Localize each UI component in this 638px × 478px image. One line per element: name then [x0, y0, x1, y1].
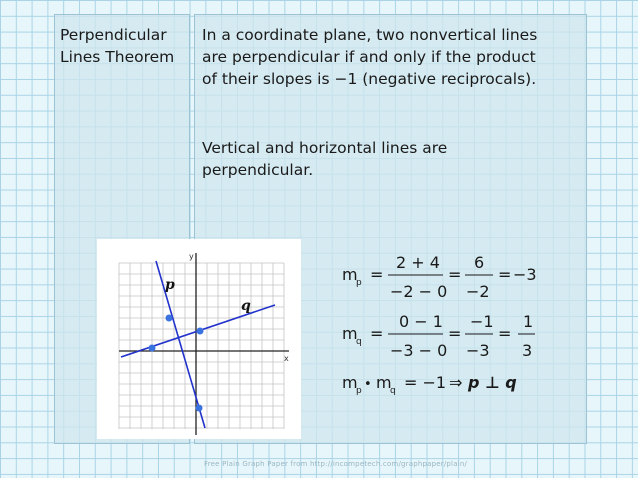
- mq-numerator-1: 0 − 1: [399, 312, 443, 331]
- mq-sub: q: [356, 337, 362, 347]
- mq-m: m: [342, 324, 358, 343]
- mq-denominator-2: −3: [466, 341, 490, 360]
- mq-equals-3: =: [498, 324, 512, 343]
- mp-result: −3: [513, 265, 537, 284]
- graph-grid: [119, 263, 284, 429]
- point-on-p-lower: [196, 405, 203, 412]
- mq-denominator-3: 3: [522, 341, 533, 360]
- point-on-q: [149, 345, 156, 352]
- theorem-line-2: are perpendicular if and only if the product: [202, 48, 536, 66]
- mq-numerator-2: −1: [470, 312, 494, 331]
- product-sub1: p: [356, 386, 362, 396]
- mq-numerator-3: 1: [523, 312, 534, 331]
- y-axis-label: y: [189, 252, 194, 261]
- mq-equals: =: [370, 324, 384, 343]
- x-axis-label: x: [284, 354, 289, 363]
- product-sub2: q: [390, 386, 396, 396]
- vertical-horizontal-note: [202, 137, 582, 181]
- point-on-q-and-p: [197, 328, 204, 335]
- theorem-line-1: In a coordinate plane, two nonvertical lines: [202, 26, 538, 44]
- line-p-label: p: [165, 277, 175, 293]
- mp-denominator-2: −2: [466, 282, 490, 301]
- mp-denominator-1: −2 − 0: [390, 282, 448, 301]
- slope-q-equation: [342, 312, 535, 360]
- point-on-p: [166, 315, 173, 322]
- heading-line-1: Perpendicular: [60, 26, 167, 44]
- product-m1: m: [342, 373, 358, 392]
- theorem-statement: [202, 24, 582, 90]
- coordinate-graph: [97, 239, 301, 439]
- product-equals: = −1: [404, 373, 447, 392]
- mp-numerator-2: 6: [474, 253, 485, 272]
- note-line-2: perpendicular.: [202, 161, 314, 179]
- mq-equals-2: =: [448, 324, 462, 343]
- mp-equals: =: [370, 265, 384, 284]
- implies-arrow: ⇒: [449, 373, 463, 392]
- mp-equals-2: =: [448, 265, 462, 284]
- mp-numerator-1: 2 + 4: [396, 253, 440, 272]
- slope-equations: [300, 240, 560, 410]
- mp-equals-3: =: [498, 265, 512, 284]
- product-dot: •: [364, 377, 372, 392]
- perpendicular-conclusion: p ⊥ q: [468, 373, 517, 392]
- graph-svg: [97, 239, 301, 439]
- line-q-label: q: [241, 298, 251, 314]
- slope-p-equation: [342, 253, 537, 301]
- product-statement: [342, 373, 517, 396]
- mp-m: m: [342, 265, 358, 284]
- graph-paper-credit: Free Plain Graph Paper from http://incompetech.com/graphpaper/plain/: [204, 460, 468, 468]
- theorem-line-3: of their slopes is −1 (negative reciprocals).: [202, 70, 537, 88]
- note-line-1: Vertical and horizontal lines are: [202, 139, 448, 157]
- mq-denominator-1: −3 − 0: [390, 341, 448, 360]
- product-m2: m: [376, 373, 392, 392]
- mp-sub: p: [356, 278, 362, 288]
- theorem-heading: [60, 24, 190, 68]
- heading-line-2: Lines Theorem: [60, 48, 175, 66]
